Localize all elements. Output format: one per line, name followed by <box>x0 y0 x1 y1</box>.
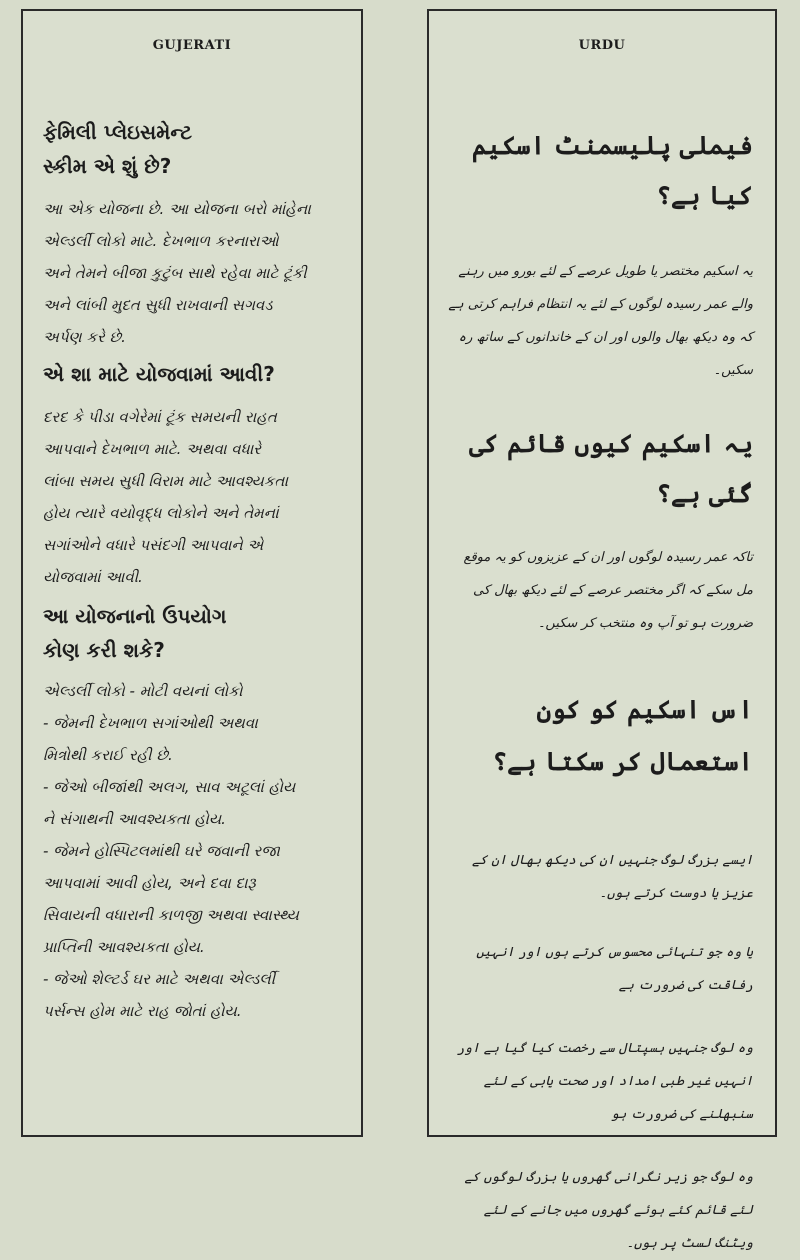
gujarati-answer-3: એલ્ડર્લી લોકો - મોટી વયનાં લોકો - જેમની દેખભાળ સગાંઓથી અથવા મિત્રોથી કરાઈ રહી છે. - જેઓ બીજાંથી અલગ, સાવ અટૂલાં હોય ને સંગાથની આવશ્યકતા હોય. - જેમને હોસ્પિટલમાંથી ઘરે જવાની રજા આપવામાં આવી હોય, અને દવા દારૂ સિવાયની વધારાની કાળજી અથવા સ્વાસ્થ્ય પ્રાપ્તિની આવશ્યકતા હોય. - જેઓ શેલ્ટર્ડ ઘર માટે અથવા એલ્ડર્લી પર્સન્સ હોમ માટે રાહ જોતાં હોય. <box>43 682 299 1020</box>
urdu-list-item: وہ لوگ جو زیر نگرانی گھروں یا بزرگ لوگوں کے لئے قائم کئے ہوئے گھروں میں جانے کے لئے ویٹنگ لسٹ پر ہوں۔ <box>464 1170 753 1251</box>
gujarati-answer-1: આ એક યોજના છે. આ યોજના બરો માંહેના એલ્ડર્લી લોકો માટે. દેખભાળ કરનારાઓ અને તેમને બીજા કુટુંબ સાથે રહેવા માટે ટૂંકી અને લાંબી મુદત સુધી રાખવાની સગવડ અર્પણ કરે છે. <box>43 200 311 346</box>
urdu-list-item: وہ لوگ جنہیں ہسپتال سے رخصت کیا گیا ہے اور انہیں غیر طبی امداد اور صحت یابی کے لئے سنبھلنے کی ضرورت ہو <box>456 1041 753 1122</box>
urdu-panel <box>427 9 777 1251</box>
gujarati-panel <box>21 9 363 1137</box>
urdu-header: URDU <box>578 38 626 53</box>
gujarati-content <box>23 115 361 1027</box>
urdu-content <box>429 121 775 1260</box>
urdu-list-item: ایسے بزرگ لوگ جنہیں ان کی دیکھ بھال ان کے عزیز یا دوست کرتے ہوں۔ <box>472 853 753 901</box>
urdu-question-2: یہ اسکیم کیوں قائم کی گئی ہے؟ <box>469 429 753 508</box>
gujarati-question-2: એ શા માટે યોજવામાં આવી? <box>43 362 275 386</box>
gujarati-question-3: આ યોજનાનો ઉપયોગ કોણ કરી શકે? <box>43 604 227 662</box>
urdu-list-item: یا وہ جو تنہائی محسوس کرتے ہوں اور انہیں رفاقت کی ضرورت ہے <box>476 945 753 993</box>
urdu-question-1: فیملی پلیسمنٹ اسکیم کیا ہے؟ <box>471 131 753 210</box>
gujarati-header: GUJERATI <box>152 38 232 53</box>
urdu-answer-2: تاکہ عمر رسیدہ لوگوں اور ان کے عزیزوں کو یہ موقع مل سکے کہ اگر مختصر عرصے کے لئے دیکھ بھال کی ضرورت ہو تو آپ وہ منتخب کر سکیں۔ <box>463 550 753 631</box>
urdu-answer-1: یہ اسکیم مختصر یا طویل عرصے کے لئے بورو میں رہنے والے عمر رسیدہ لوگوں کے لئے یہ انتظام فراہم کرتی ہے کہ وہ دیکھ بھال والوں اور ان کے خاندانوں کے ساتھ رہ سکیں۔ <box>448 264 753 378</box>
urdu-question-3: اس اسکیم کو کون استعمال کر سکتا ہے؟ <box>492 695 753 776</box>
gujarati-answer-2: દરદ કે પીડા વગેરેમાં ટૂંક સમયની રાહત આપવાને દેખભાળ માટે. અથવા વધારે લાંબા સમય સુધી વિરામ માટે આવશ્યકતા હોય ત્યારે વયોવૃદ્ધ લોકોને અને તેમનાં સગાંઓને વધારે પસંદગી આપવાને એ યોજવામાં આવી. <box>43 408 289 586</box>
gujarati-question-1: ફેમિલી પ્લેઇસમેન્ટ સ્કીમ એ શું છે? <box>43 120 193 178</box>
